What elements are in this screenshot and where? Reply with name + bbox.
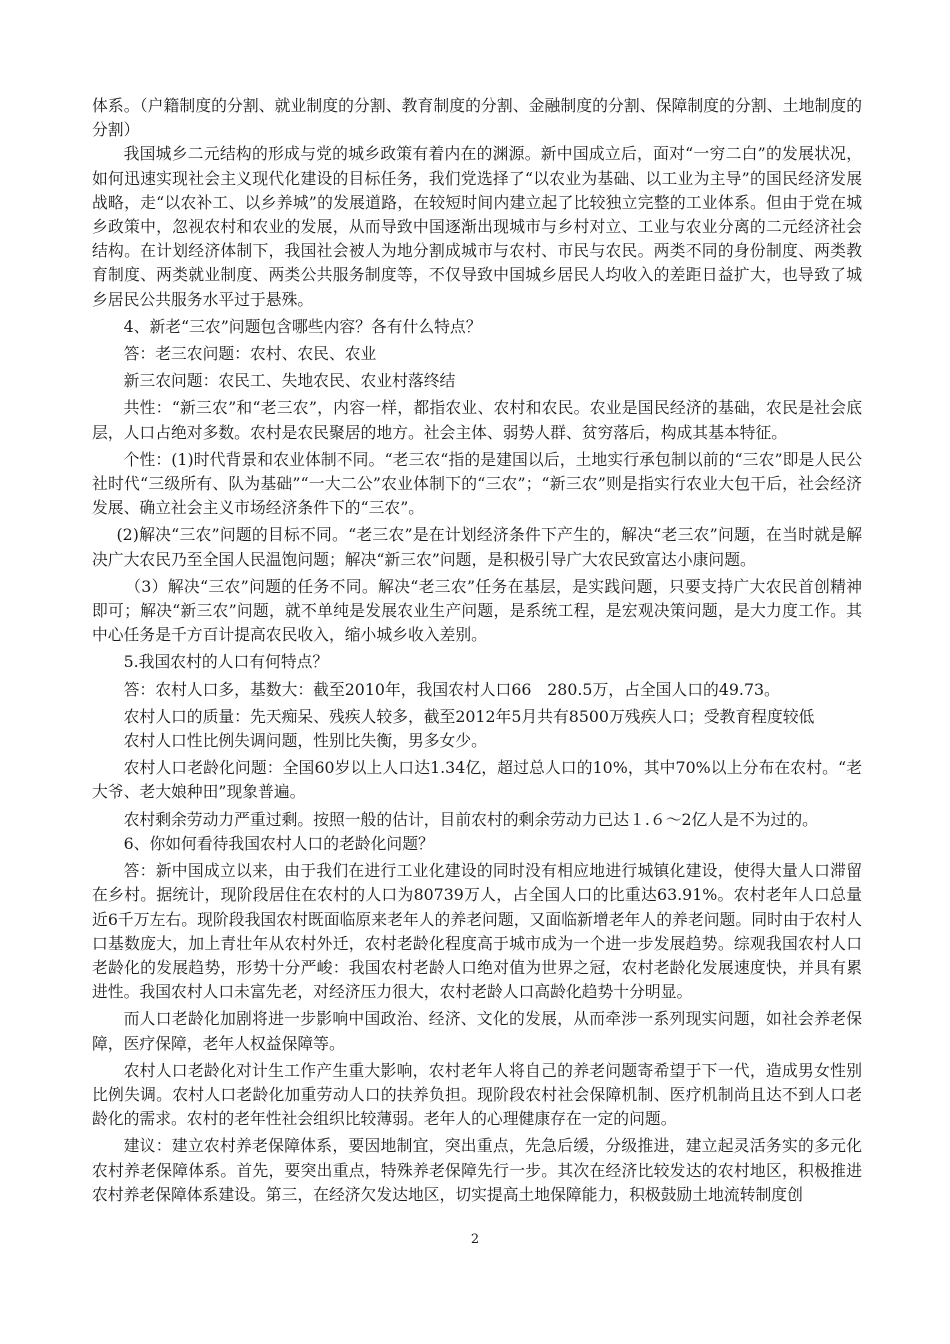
answer-old-three-rural: 答：老三农问题：农村、农民、农业 [123,344,377,364]
paragraph-urban-rural-dual-structure: 我国城乡二元结构的形成与党的城乡政策有着内在的渊源。新中国成立后，面对“一穷二白”的发展状况，如何迅速实现社会主义现代化建设的目标任务，我们党选择了“以农业为基础、以工业为主导”的国民经济发展战略，走“以农补工、以乡养城”的发展道路，在较短时间内建立起了比较独立完整的工业体系。但由于党在城乡政策中，忽视农村和农业的发展，从而导致中国逐渐出现城市与乡村对立、工业与农业分离的二元经济社会结构。在计划经济体制下，我国社会被人为地分割成城市与农村、市民与农民。两类不同的身份制度、两类教育制度、两类就业制度、两类公共服务制度等，不仅导致中国城乡居民人均收入的差距日益扩大，也导致了城乡居民公共服务水平过于悬殊。 [92,144,862,309]
document-page [92,94,862,1244]
new-three-rural: 新三农问题：农民工、失地农民、农业村落终结 [123,371,456,391]
answer-population-size: 答：农村人口多，基数大：截至2010年，我国农村人口66 280.5万，占全国人口的49.73。 [123,679,780,699]
aging-impact-paragraph: 而人口老龄化加剧将进一步影响中国政治、经济、文化的发展，从而牵涉一系列现实问题，如社会养老保障，医疗保障，老年人权益保障等。 [92,1009,862,1053]
commonality-paragraph: 共性：“新三农”和“老三农”，内容一样，都指农业、农村和农民。农业是国民经济的基础，农民是社会底层，人口占绝对多数。农村是农民聚居的地方。社会主体、弱势人群、贫穷落后，构成其基本特征。 [92,398,862,442]
individuality-paragraph-1: 个性：(1)时代背景和农业体制不同。“老三农“指的是建国以后，土地实行承包制以前的“三农”即是人民公社时代“三级所有、队为基础”“一大二公”农业体制下的“三农”；“新三农”则是指实行农业大包干后，社会经济发展、确立社会主义市场经济条件下的“三农”。 [92,449,862,518]
individuality-paragraph-2: (2)解决“三农”问题的目标不同。“老三农”是在计划经济条件下产生的，解决“老三农”问题，在当时就是解决广大农民乃至全国人民温饱问题；解决“新三农”问题，是积极引导广大农民致富达小康问题。 [92,525,862,569]
question-6-heading: 6、你如何看待我国农村人口的老龄化问题？ [123,833,434,853]
page-number: 2 [470,1232,480,1247]
answer-aging-analysis: 答：新中国成立以来，由于我们在进行工业化建设的同时没有相应地进行城镇化建设，使得大量人口滞留在乡村。据统计，现阶段居住在农村的人口为80739万人，占全国人口的比重达63.91%。农村老年人口总量近6千万左右。现阶段我国农村既面临原来老年人的养老问题，又面临新增老年人的养老问题。同时由于农村人口基数庞大，加上青壮年从农村外迁，农村老龄化程度高于城市成为一个进一步发展趋势。综观我国农村人口老龄化的发展趋势，形势十分严峻：我国农村老龄人口绝对值为世界之冠，农村老龄化发展速度快，并具有累进性。我国农村人口未富先老，对经济压力很大，农村老龄人口高龄化趋势十分明显。 [92,861,862,1002]
individuality-paragraph-3: （3）解决“三农”问题的任务不同。解决“老三农”任务在基层，是实践问题，只要支持广大农民首创精神即可；解决“新三农”问题，就不单纯是发展农业生产问题，是系统工程，是宏观决策问题，是大力度工作。其中心任务是千方百计提高农民收入，缩小城乡收入差别。 [92,576,862,645]
family-planning-impact-paragraph: 农村人口老龄化对计生工作产生重大影响，农村老年人将自己的养老问题寄希望于下一代，造成男女性别比例失调。农村人口老龄化加重劳动人口的扶养负担。现阶段农村社会保障机制、医疗机制尚且达不到人口老龄化的需求。农村的老年性社会组织比较薄弱。老年人的心理健康存在一定的问题。 [92,1060,862,1129]
sex-ratio-imbalance: 农村人口性比例失调问题，性别比失衡，男多女少。 [123,731,487,751]
paragraph-system-continuation: 体系。（户籍制度的分割、就业制度的分割、教育制度的分割、金融制度的分割、保障制度的分割、土地制度的分割） [92,96,862,140]
surplus-labor: 农村剩余劳动力严重过剩。按照一般的估计，目前农村的剩余劳动力已达１.６～2亿人是不为过的。 [123,809,818,829]
population-quality: 农村人口的质量：先天痴呆、残疾人较多，截至2012年5月共有8500万残疾人口；受教育程度较低 [123,706,815,726]
question-5-heading: 5.我国农村的人口有何特点？ [123,652,329,672]
question-4-heading: 4、新老“三农”问题包含哪些内容？各有什么特点？ [123,316,482,336]
population-aging: 农村人口老龄化问题：全国60岁以上人口达1.34亿，超过总人口的10%，其中70%以上分布在农村。“老大爷、老大娘种田”现象普遍。 [92,758,862,802]
suggestions-paragraph: 建议：建立农村养老保障体系，要因地制宜，突出重点，先急后缓，分级推进，建立起灵活务实的多元化农村养老保障体系。首先，要突出重点，特殊养老保障先行一步。其次在经济比较发达的农村地区，积极推进农村养老保障体系建设。第三，在经济欠发达地区，切实提高土地保障能力，积极鼓励土地流转制度创 [92,1136,862,1204]
